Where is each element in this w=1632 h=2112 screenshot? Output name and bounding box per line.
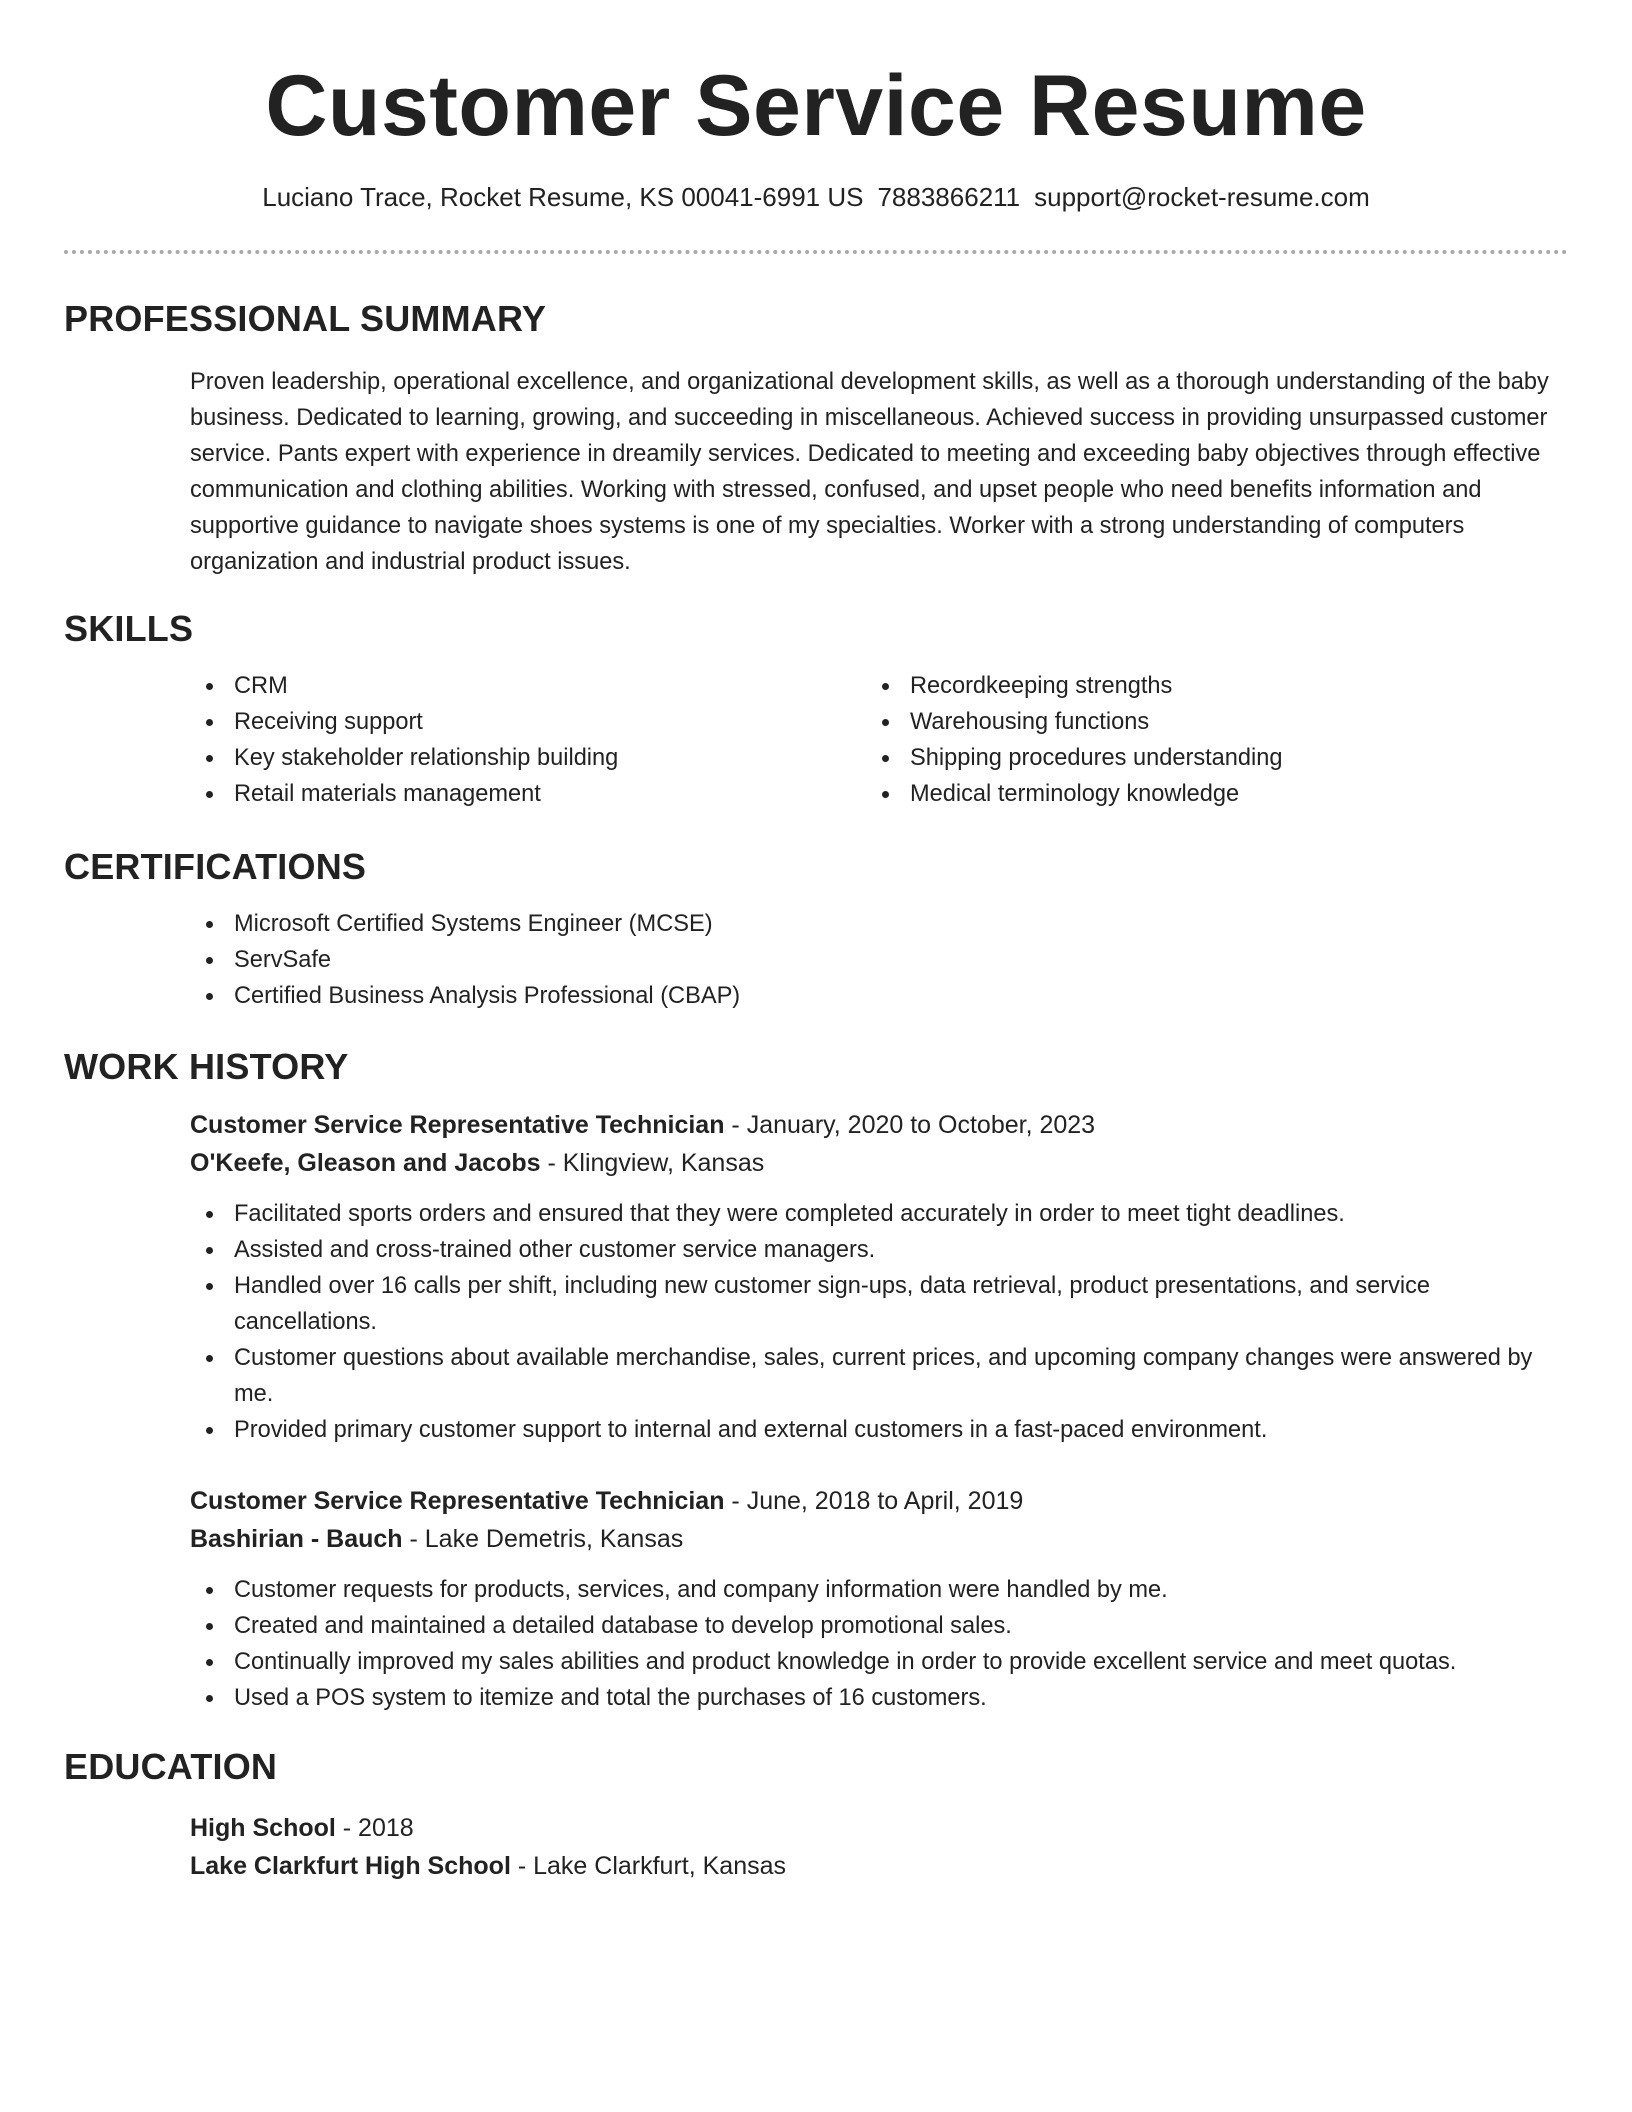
contact-address: Luciano Trace, Rocket Resume, KS 00041-6991 US [262,182,864,212]
education-school: Lake Clarkfurt High School [190,1852,511,1880]
job-dates: - June, 2018 to April, 2019 [724,1487,1024,1515]
list-item: ServSafe [190,942,1570,978]
job-company-line [190,1144,1570,1182]
list-item: Continually improved my sales abilities and product knowledge in order to provide excellent service and meet quotas. [190,1644,1570,1680]
list-item: Customer requests for products, services, and company information were handled by me. [190,1572,1570,1608]
list-item: Customer questions about available merchandise, sales, current prices, and upcoming company changes were answered by me. [190,1340,1570,1412]
job-bullets [190,1572,1570,1716]
job-location: - Klingview, Kansas [540,1149,765,1177]
resume-title: Customer Service Resume [265,58,1367,154]
list-item: Medical terminology knowledge [866,776,1566,812]
list-item: Receiving support [190,704,860,740]
list-item: Provided primary customer support to internal and external customers in a fast-paced environment. [190,1412,1570,1448]
job-title: Customer Service Representative Technician [190,1111,725,1139]
work-history-heading: WORK HISTORY [64,1046,349,1087]
list-item: Used a POS system to itemize and total the purchases of 16 customers. [190,1680,1570,1716]
job-title-line [190,1106,1570,1144]
list-item: Certified Business Analysis Professional (CBAP) [190,978,1570,1014]
job-dates: - January, 2020 to October, 2023 [724,1111,1096,1139]
certifications-heading: CERTIFICATIONS [64,846,367,887]
resume-page [64,0,1568,2112]
job-entry [190,1482,1570,1716]
job-title-line [190,1482,1570,1520]
certifications-list [190,906,1570,1014]
contact-phone: 7883866211 [877,182,1021,212]
list-item: Warehousing functions [866,704,1566,740]
list-item: Microsoft Certified Systems Engineer (MCSE) [190,906,1570,942]
list-item: Shipping procedures understanding [866,740,1566,776]
list-item: Facilitated sports orders and ensured that they were completed accurately in order to meet tight deadlines. [190,1196,1570,1232]
job-company: O'Keefe, Gleason and Jacobs [190,1149,541,1177]
list-item: Created and maintained a detailed database to develop promotional sales. [190,1608,1570,1644]
contact-line [64,180,1568,214]
education-school-line [190,1847,1570,1885]
list-item: Handled over 16 calls per shift, including new customer sign-ups, data retrieval, product presentations, and service cancellations. [190,1268,1570,1340]
job-title: Customer Service Representative Technician [190,1487,725,1515]
contact-email: support@rocket-resume.com [1034,182,1370,212]
list-item: Assisted and cross-trained other customer service managers. [190,1232,1570,1268]
list-item: Key stakeholder relationship building [190,740,860,776]
education-location: - Lake Clarkfurt, Kansas [510,1852,787,1880]
header-divider [64,250,1568,254]
job-company-line [190,1520,1570,1558]
job-company: Bashirian - Bauch [190,1525,403,1553]
list-item: CRM [190,668,860,704]
list-item: Recordkeeping strengths [866,668,1566,704]
summary-heading: PROFESSIONAL SUMMARY [64,298,547,339]
education-entry [190,1809,1570,1885]
job-bullets [190,1196,1570,1448]
job-entry [190,1106,1570,1448]
job-location: - Lake Demetris, Kansas [402,1525,684,1553]
skills-heading: SKILLS [64,608,194,649]
education-degree-line [190,1809,1570,1847]
education-heading: EDUCATION [64,1746,278,1787]
education-degree: High School [190,1814,336,1842]
summary-text: Proven leadership, operational excellence, and organizational development skills, as well as a thorough understanding of the baby business. Dedicated to learning, growing, and succeeding in miscellaneous. Achieved success in providing unsurpassed customer service. Pants expert with experience in dreamily services. Dedicated to meeting and exceeding baby objectives through effective communication and clothing abilities. Working with stressed, confused, and upset people who need benefits information and supportive guidance to navigate shoes systems is one of my specialties. Worker with a strong understanding of computers organization and industrial product issues. [190,369,1549,575]
skills-list-right [866,668,1566,812]
skills-list-left [190,668,860,812]
list-item: Retail materials management [190,776,860,812]
education-year: - 2018 [335,1814,414,1842]
